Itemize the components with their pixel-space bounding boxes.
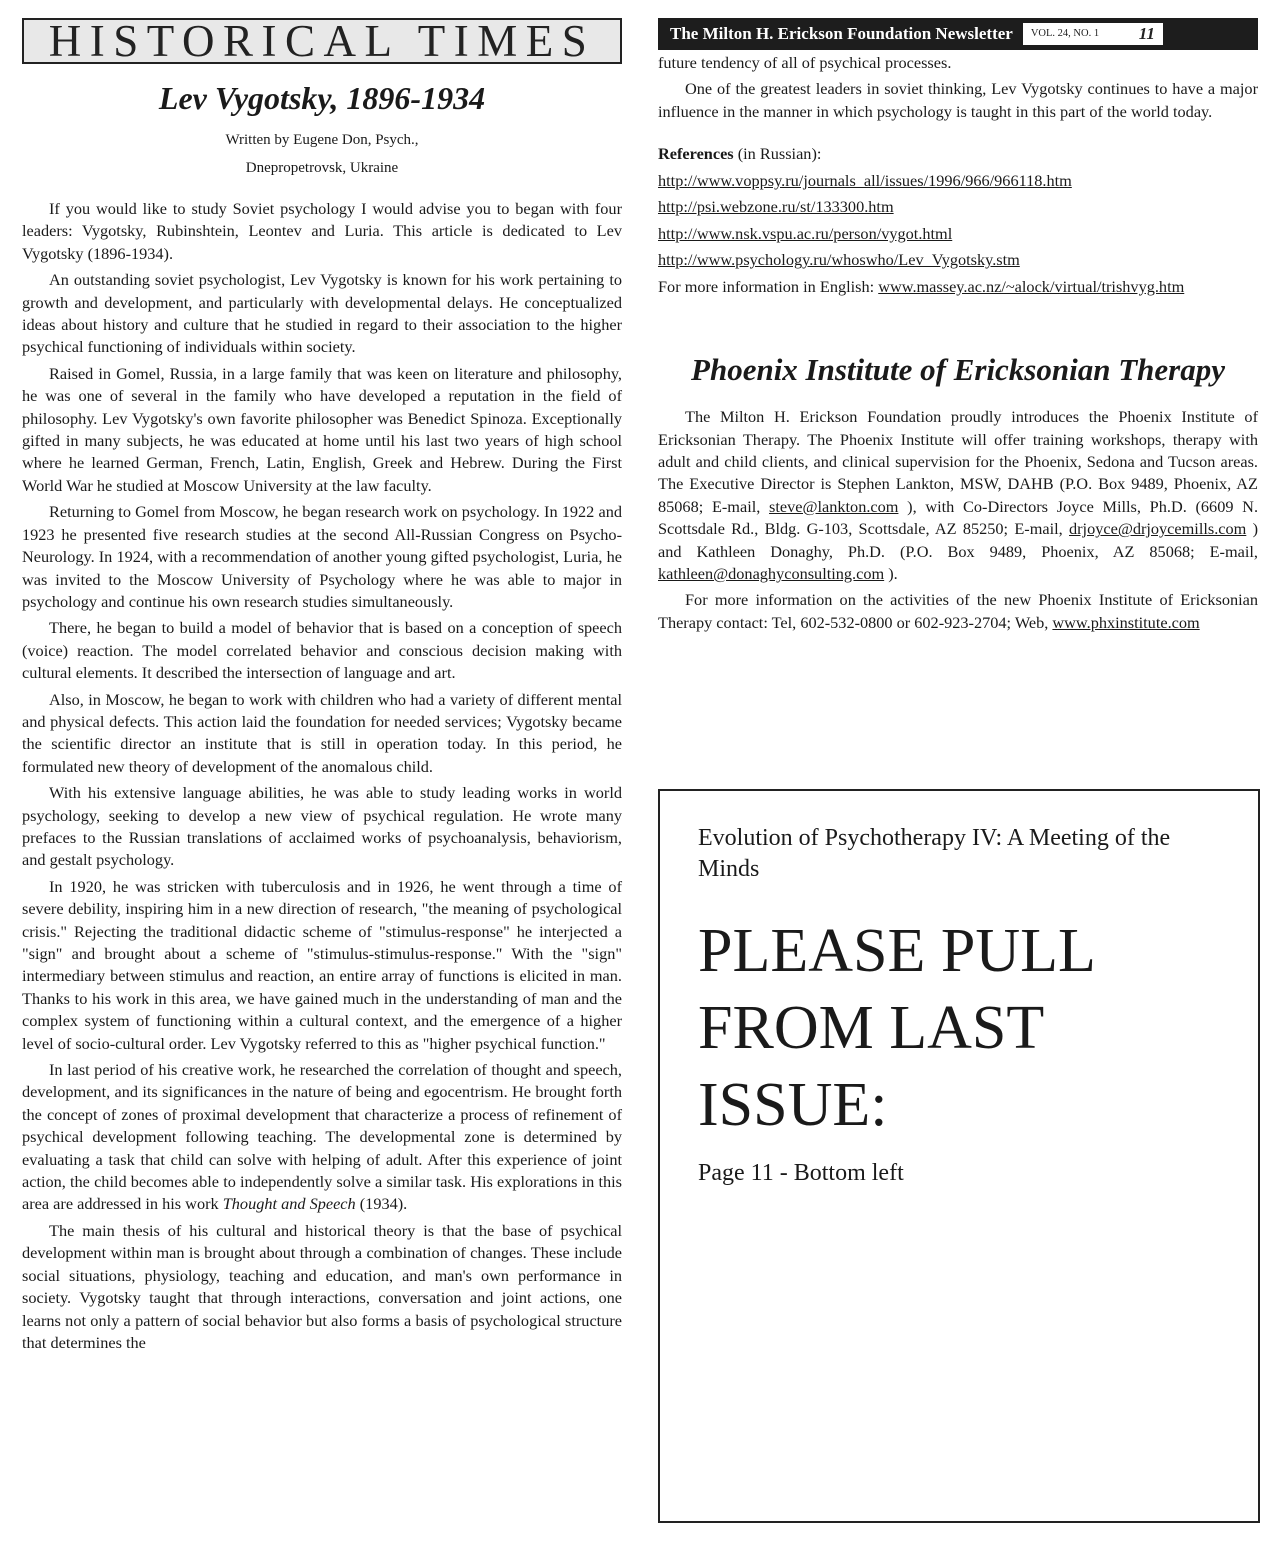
phoenix-title: Phoenix Institute of Ericksonian Therapy [691,352,1225,388]
email-link[interactable]: kathleen@donaghyconsulting.com [658,564,885,584]
phoenix-text: ) and Kathleen Donaghy, Ph.D. (P.O. Box 9489, Phoenix, AZ 85068; E-mail, [658,519,1258,561]
reference-link[interactable]: http://psi.webzone.ru/st/133300.htm [658,197,894,217]
right-column [658,18,1258,638]
email-link[interactable]: drjoyce@drjoycemills.com [1069,519,1247,539]
box-big-text: PLEASE PULL FROM LAST ISSUE: [698,917,1094,1139]
reference-link[interactable]: http://www.psychology.ru/whoswho/Lev_Vygotsky.stm [658,250,1020,270]
reference-link[interactable]: http://www.voppsy.ru/journals_all/issues/1996/966/966118.htm [658,170,1072,190]
historical-times-column [22,15,622,1358]
article-body [22,198,622,1354]
phoenix-text: ), with Co-Directors Joyce Mills, Ph.D. (6609 N. Scottsdale Rd., Bldg. G-103, Scottsdale, AZ 85250; E-mail, [658,496,1259,539]
article-paragraph: Returning to Gomel from Moscow, he began research work on psychology. In 1922 and 1923 he presented five research studies at the second All-Russian Congress on Psycho-Neurology. In 1924, with a recommendation of another young gifted psychologist, Luria, he was invited to the Moscow University of Psychology where he was able to major in psychology and continue his own research studies simultaneously. [22,502,622,611]
article-paragraph [22,1059,622,1216]
box-page-ref: Page 11 - Bottom left [698,1160,904,1186]
web-link[interactable]: www.phxinstitute.com [1052,612,1200,632]
references-heading [658,141,1258,168]
phoenix-text: ). [888,564,898,584]
article-continuation [658,52,1258,123]
article-paragraph: If you would like to study Soviet psychology I would advise you to began with four leaders: Vygotsky, Rubinshtein, Leontev and Luria. This article is dedicated to Lev Vygotsky (1896-1934). [22,199,622,263]
article-paragraph: In 1920, he was stricken with tuberculosis and in 1926, he went through a time of severe debility, inspiring him in a new direction of research, "the meaning of psychological crisis." Rejecting the traditional didactic scheme of "stimulus-response" he interjected a "sign" and brought about a scheme of "stimulus-stimulus-response." With the "sign" intermediary between stimulus and reaction, an entire array of functions is elicited in man. Thanks to his work in this area, we have gained much in the understanding of man and the complex system of functioning within a cultural context, and the emergence of a higher level of socio-cultural order. Lev Vygotsky referred to this as "higher psychical function." [22,876,622,1053]
article-paragraph: There, he began to build a model of behavior that is based on a conception of speech (voice) reaction. The model correlated behavior and conscious decision making with cultural elements. It described the intersection of language and art. [22,618,622,683]
references-language: (in Russian): [737,144,822,164]
article-paragraph: Also, in Moscow, he began to work with children who had a variety of different mental and physical defects. This action laid the foundation for needed services; Vygotsky became the scientific director an institute that is still in operation today. In this period, he formulated new theory of development of the anomalous child. [22,689,622,776]
page-number: 11 [1138,24,1155,43]
references-label: References [658,144,734,164]
phoenix-body [658,406,1258,634]
newsletter-header [658,18,1258,50]
phoenix-paragraph [658,589,1258,634]
volume-label: VOL. 24, NO. 1 [1030,28,1100,39]
continued-paragraph: future tendency of all of psychical processes. [658,53,952,72]
section-masthead [22,15,622,66]
volume-box [1023,23,1163,45]
article-paragraph: With his extensive language abilities, he was able to study leading works in world psychology, seeking to develop a new view of psychical regulation. He wrote many prefaces to the Russian translations of acclaimed works of psychoanalysis, behaviorism, and gestalt psychology. [22,783,622,870]
placeholder-box [658,789,1260,1523]
phoenix-text: For more information on the activities of the new Phoenix Institute of Ericksonian Therapy contact: Tel, 602-532-0800 or 602-923-2704; Web, [658,590,1258,632]
masthead-text: HISTORICAL TIMES [48,15,596,66]
paragraph-text: In last period of his creative work, he researched the correlation of thought and speech, development, and its significances in the nature of being and egocentrism. He brought forth the concept of zones of proximal development that characterize a process of refinement of psychical development following teaching. The developmental zone is determined by evaluating a task that child can solve with helping of adult. After this experience of joint action, the child becomes able to independently solve a similar task. His explorations in this area are addressed in his work [22,1060,622,1214]
article-paragraph: Raised in Gomel, Russia, in a large family that was keen on literature and philosophy, he was one of several in the family who have developed a reputation in the field of philosophy. Lev Vygotsky's own favorite philosopher was Benedict Spinoza. Exceptionally gifted in many subjects, he was educated at home until his last two years of high school where he learned German, French, Latin, English, Greek and Hebrew. During the First World War he studied at Moscow University at the law faculty. [22,363,622,495]
article-paragraph: The main thesis of his cultural and historical theory is that the base of psychical development within man is brought about through a combination of changes. These include social situations, physiology, teaching and education, and man's own performance in society. Vygotsky taught that through interactions, conversation and joint actions, one learns not only a pattern of social behavior but also forms a basis of psychological structure that determines the [22,1220,622,1352]
book-title: Thought and Speech [222,1194,356,1214]
newsletter-title: The Milton H. Erickson Foundation Newsletter [670,24,1013,43]
book-year: (1934). [359,1194,408,1214]
box-subtitle: Evolution of Psychotherapy IV: A Meeting of the Minds [698,825,1171,882]
references-section [658,141,1258,300]
article-title: Lev Vygotsky, 1896-1934 [158,80,486,116]
english-info-link[interactable]: www.massey.ac.nz/~alock/virtual/trishvyg.htm [878,276,1185,296]
byline-author: Written by Eugene Don, Psych., [225,132,419,148]
english-info-label: For more information in English: [658,276,875,296]
byline-location: Dnepropetrovsk, Ukraine [245,160,399,176]
phoenix-paragraph [658,406,1258,585]
email-link[interactable]: steve@lankton.com [769,496,899,516]
reference-link[interactable]: http://www.nsk.vspu.ac.ru/person/vygot.html [658,223,953,243]
english-info [658,274,1258,301]
article-paragraph: An outstanding soviet psychologist, Lev Vygotsky is known for his work pertaining to growth and development, and particularly with developmental delays. He conceptualized ideas about history and culture that he studied in regard to their association to the higher psychical functioning of individuals within society. [22,270,622,357]
continued-paragraph: One of the greatest leaders in soviet thinking, Lev Vygotsky continues to have a major influence in the manner in which psychology is taught in this part of the world today. [658,79,1258,121]
phoenix-text: The Milton H. Erickson Foundation proudly introduces the Phoenix Institute of Ericksonian Therapy. The Phoenix Institute will offer training workshops, therapy with adult and child clients, and clinical supervision for the Phoenix, Sedona and Tucson areas. The Executive Director is Stephen Lankton, MSW, DAHB (P.O. Box 9489, Phoenix, AZ 85068; E-mail, [658,407,1258,516]
